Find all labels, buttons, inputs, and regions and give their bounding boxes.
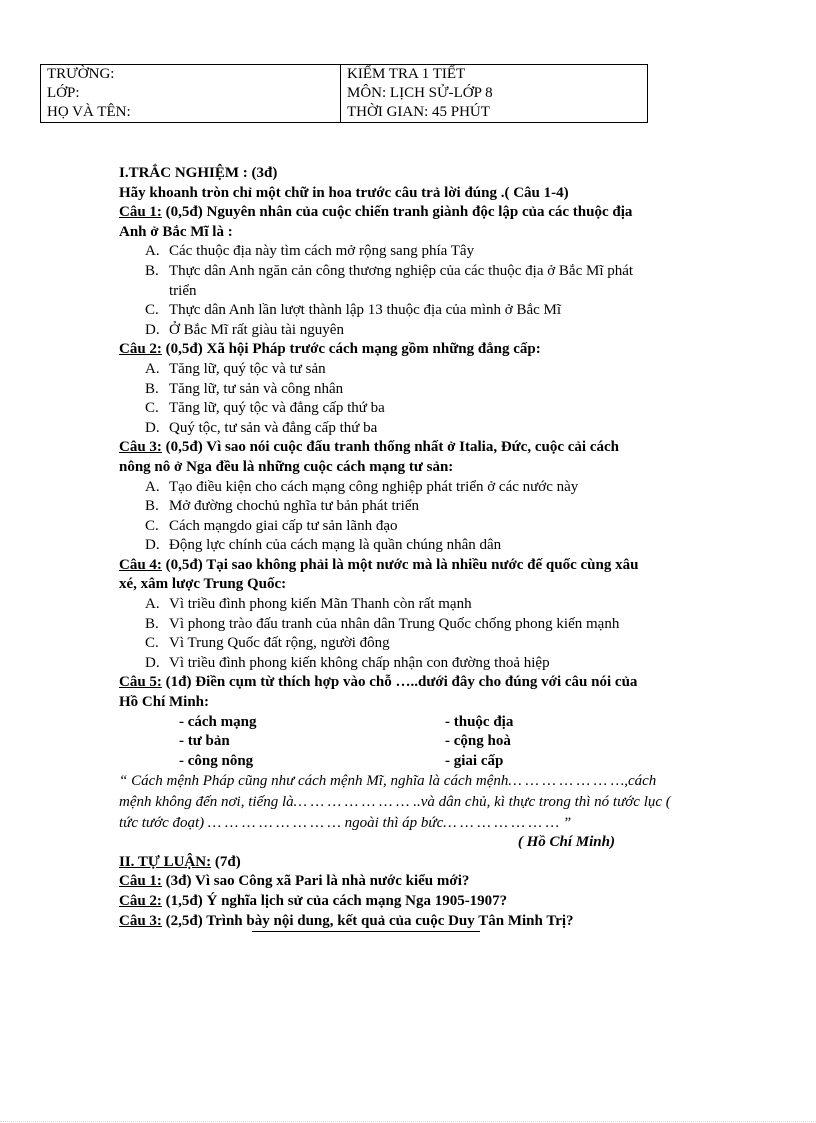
header-table <box>40 64 648 123</box>
word-item: - công nông <box>179 752 254 769</box>
question-text-cont: Anh ở Bắc Mĩ là : <box>119 223 233 240</box>
option-row[interactable] <box>119 615 679 635</box>
question-label: Câu 2: <box>119 892 162 909</box>
option-row[interactable] <box>119 242 679 262</box>
option-text: Vì phong trào đấu tranh của nhân dân Trung Quốc chống phong kiến mạnh <box>169 615 620 632</box>
quote-line: tức tước đoạt) … … … … … … … … ngoài thì áp bức… … … … … … … ” <box>119 814 572 831</box>
part2-heading: II. TỰ LUẬN: <box>119 853 212 870</box>
question-label: Câu 5: <box>119 674 162 691</box>
option-letter: C. <box>145 400 159 417</box>
question-label: Câu 3: <box>119 912 162 929</box>
option-text: Quý tộc, tư sản và đẳng cấp thứ ba <box>169 419 378 436</box>
word-bank <box>119 713 679 772</box>
question-text: (2,5đ) Trình bày nội dung, kết quả của cuộc Duy Tân Minh Trị? <box>161 912 574 929</box>
question-1 <box>119 203 679 223</box>
part1-title: I.TRẮC NGHIỆM : (3đ) <box>119 165 278 181</box>
part2-title <box>119 853 679 873</box>
option-letter: A. <box>145 478 160 495</box>
option-row[interactable] <box>119 595 679 615</box>
option-row[interactable] <box>119 497 679 517</box>
option-letter: B. <box>145 262 159 279</box>
underline-rule <box>252 931 480 932</box>
option-row[interactable] <box>119 517 679 537</box>
question-label: Câu 4: <box>119 556 162 573</box>
option-letter: A. <box>145 243 160 260</box>
question-text: (3đ) Vì sao Công xã Pari là nhà nước kiểu mới? <box>161 873 470 890</box>
question-label: Câu 3: <box>119 439 162 456</box>
question-2 <box>119 340 679 360</box>
time-label: THỜI GIAN: 45 PHÚT <box>341 103 648 123</box>
option-row[interactable] <box>119 301 679 321</box>
word-item: - cộng hoà <box>445 733 511 750</box>
question-text-cont: Hồ Chí Minh: <box>119 694 210 711</box>
option-text: Cách mạngdo giai cấp tư sản lãnh đạo <box>169 517 398 534</box>
option-text: Vì triều đình phong kiến không chấp nhận con đường thoả hiệp <box>169 654 550 671</box>
option-letter: C. <box>145 517 159 534</box>
quote-line: “ Cách mệnh Pháp cũng như cách mệnh Mĩ, nghĩa là cách mệnh… … … … … … …,cách <box>119 773 657 790</box>
option-letter: A. <box>145 360 160 377</box>
option-letter: C. <box>145 302 159 319</box>
question-text: (0,5đ) Vì sao nói cuộc đấu tranh thống nhất ở Italia, Đức, cuộc cải cách <box>161 439 619 456</box>
option-text: Thực dân Anh lần lượt thành lập 13 thuộc địa của mình ở Bắc Mĩ <box>169 302 562 319</box>
option-letter: D. <box>145 419 160 436</box>
option-text: Tạo điều kiện cho cách mạng công nghiệp phát triển ở các nước này <box>169 478 579 495</box>
question-3 <box>119 438 679 458</box>
question-label: Câu 1: <box>119 873 162 890</box>
part2-score: (7đ) <box>211 853 241 870</box>
question-text: (1,5đ) Ý nghĩa lịch sử của cách mạng Nga 1905-1907? <box>161 892 508 909</box>
word-item: - tư bản <box>179 733 230 750</box>
question-5 <box>119 673 679 693</box>
question-text-cont: xé, xâm lược Trung Quốc: <box>119 576 287 593</box>
option-row[interactable] <box>119 360 679 380</box>
question-4 <box>119 556 679 576</box>
option-row[interactable] <box>119 262 679 301</box>
question-text-cont: nông nô ở Nga đều là những cuộc cách mạng tư sản: <box>119 458 454 475</box>
question-label: Câu 2: <box>119 341 162 358</box>
option-letter: C. <box>145 635 159 652</box>
option-row[interactable] <box>119 380 679 400</box>
quote-line: mệnh không đến nơi, tiếng là… … … … … … … ..và dân chủ, kì thực trong thì nó tước lục ( <box>119 794 671 810</box>
option-row[interactable] <box>119 478 679 498</box>
part1-instruction: Hãy khoanh tròn chỉ một chữ in hoa trước câu trả lời đúng .( Câu 1-4) <box>119 184 569 201</box>
test-title: KIỂM TRA 1 TIẾT <box>341 65 648 85</box>
essay-question-3 <box>119 912 679 932</box>
school-field: TRƯỜNG: <box>41 65 341 85</box>
question-text: (0,5đ) Tại sao không phải là một nước mà là nhiều nước đế quốc cùng xâu <box>161 556 639 573</box>
option-letter: B. <box>145 498 159 515</box>
option-letter: D. <box>145 537 160 554</box>
option-text: Vì Trung Quốc đất rộng, người đông <box>169 635 390 652</box>
option-text: Ở Bắc Mĩ rất giàu tài nguyên <box>169 321 344 338</box>
word-item: - giai cấp <box>445 752 504 769</box>
option-letter: D. <box>145 321 160 338</box>
option-letter: A. <box>145 596 160 613</box>
option-row[interactable] <box>119 399 679 419</box>
essay-question-2 <box>119 892 679 912</box>
option-text: Mở đường chochủ nghĩa tư bản phát triển <box>169 498 419 515</box>
option-letter: B. <box>145 615 159 632</box>
option-text: Động lực chính của cách mạng là quần chúng nhân dân <box>169 537 502 554</box>
class-field: LỚP: <box>41 84 341 103</box>
question-text: (0,5đ) Nguyên nhân của cuộc chiến tranh giành độc lập của các thuộc địa <box>161 204 633 221</box>
option-text: Tăng lữ, tư sản và công nhân <box>169 380 344 397</box>
option-text: Tăng lữ, quý tộc và đẳng cấp thứ ba <box>169 400 385 417</box>
essay-question-1 <box>119 872 679 892</box>
option-row[interactable] <box>119 321 679 341</box>
option-letter: B. <box>145 380 159 397</box>
option-letter: D. <box>145 654 160 671</box>
option-text: Tăng lữ, quý tộc và tư sản <box>169 360 326 377</box>
option-row[interactable] <box>119 634 679 654</box>
word-item: - thuộc địa <box>445 713 514 730</box>
question-text: (1đ) Điền cụm từ thích hợp vào chỗ …..dưới đây cho đúng với câu nói của <box>161 674 638 691</box>
option-row[interactable] <box>119 419 679 439</box>
word-item: - cách mạng <box>179 713 257 730</box>
subject-label: MÔN: LỊCH SỬ-LỚP 8 <box>341 84 648 103</box>
quote-author: ( Hồ Chí Minh) <box>517 834 615 851</box>
name-field: HỌ VÀ TÊN: <box>41 103 341 123</box>
option-text: Thực dân Anh ngăn cản công thương nghiệp của các thuộc địa ở Bắc Mĩ phát triển <box>169 262 634 299</box>
option-text: Vì triều đình phong kiến Mãn Thanh còn rất mạnh <box>169 596 472 613</box>
page-bottom-border <box>0 1121 816 1122</box>
question-text: (0,5đ) Xã hội Pháp trước cách mạng gồm những đẳng cấp: <box>161 341 541 358</box>
option-row[interactable] <box>119 654 679 674</box>
option-row[interactable] <box>119 536 679 556</box>
exam-content <box>119 164 679 931</box>
question-label: Câu 1: <box>119 204 162 221</box>
option-text: Các thuộc địa này tìm cách mở rộng sang phía Tây <box>169 243 475 260</box>
